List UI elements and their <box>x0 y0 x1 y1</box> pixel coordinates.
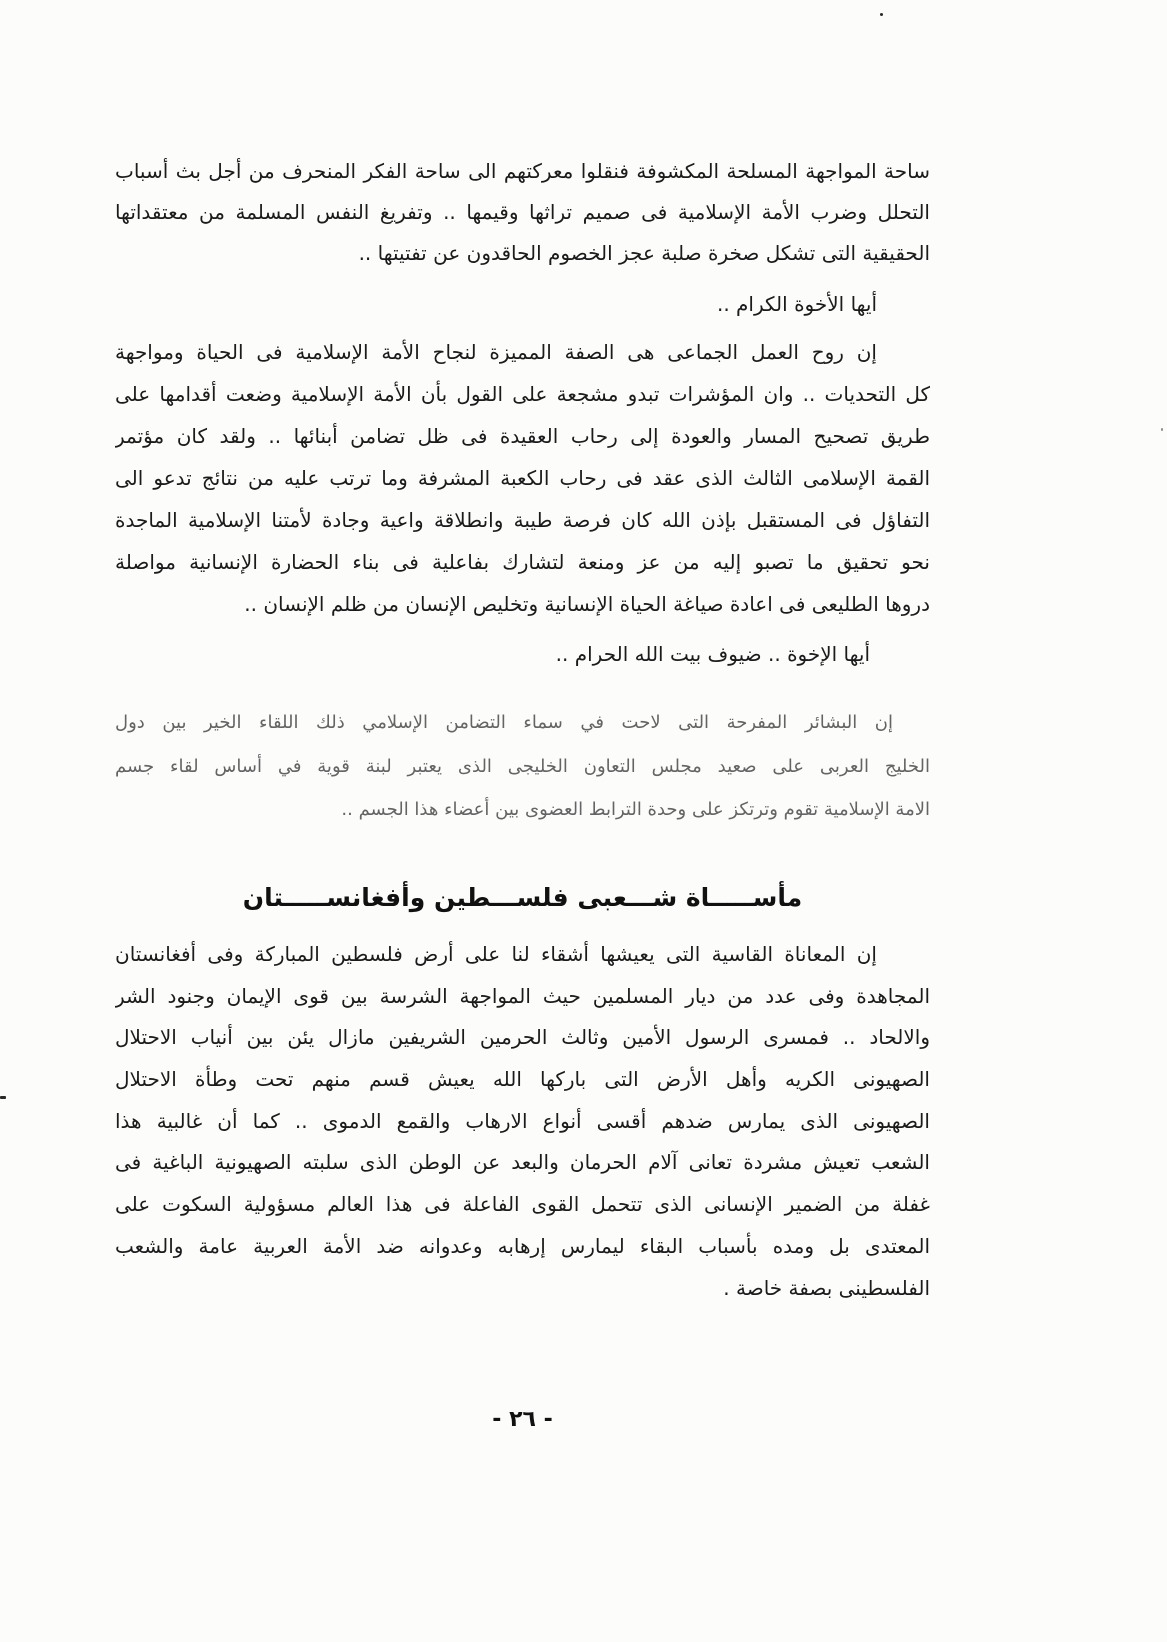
text-line: الصهيونى الذى يمارس ضدهم أقسى أنواع الارهاب والقمع الدموى .. كما أن غالبية هذا <box>115 1108 930 1133</box>
text-line: الحقيقية التى تشكل صخرة صلبة عجز الخصوم الحاقدون عن تفتيتها .. <box>358 241 930 265</box>
text-line: الصهيونى الكريه وأهل الأرض التى باركها الله يعيش قسم منهم تحت وطأة الاحتلال <box>115 1067 930 1092</box>
paragraph <box>115 331 930 625</box>
paragraph <box>115 151 930 274</box>
scan-speck <box>0 1096 6 1099</box>
text-line: الامة الإسلامية تقوم وترتكز على وحدة الترابط العضوى بين أعضاء هذا الجسم .. <box>341 799 930 820</box>
text-line: إن المعاناة القاسية التى يعيشها أشقاء لنا على أرض فلسطين المباركة وفى أفغانستان <box>115 942 877 966</box>
text-line: كل التحديات .. وان المؤشرات تبدو مشجعة على القول بأن الأمة الإسلامية وضعت أقدامها على <box>115 382 930 406</box>
text-line: دروها الطليعى فى اعادة صياغة الحياة الإنسانية وتخليص الإنسان من ظلم الإنسان .. <box>244 592 930 616</box>
scan-speck <box>1161 428 1163 431</box>
text-line: القمة الإسلامى الثالث الذى عقد فى رحاب الكعبة المشرفة وما ترتب عليه من نتائج تدعو الى <box>115 466 930 490</box>
text-line: نحو تحقيق ما تصبو إليه من عز ومنعة لتشارك بفاعلية فى بناء الحضارة الإنسانية مواصلة <box>115 550 930 574</box>
text-line: الفلسطينى بصفة خاصة . <box>723 1275 930 1300</box>
text-line: المعتدى بل ومده بأسباب البقاء ليمارس إرهابه وعدوانه ضد الأمة العربية عامة والشعب <box>115 1233 930 1258</box>
salutation-text: أيها الأخوة الكرام .. <box>716 292 877 316</box>
text-line: إن البشائر المفرحة التى لاحت في سماء التضامن الإسلامي ذلك اللقاء الخير بين دول <box>115 712 893 733</box>
paragraph <box>115 934 930 1309</box>
text-line: طريق تصحيح المسار والعودة إلى رحاب العقيدة فى ظل تضامن أبنائها .. ولقد كان مؤتمر <box>115 424 930 448</box>
scan-speck <box>880 13 883 16</box>
salutation <box>115 283 930 325</box>
text-line: الخليج العربى على صعيد مجلس التعاون الخليجى الذى يعتبر لبنة قوية في أساس لقاء جسم <box>115 755 930 777</box>
salutation-text: أيها الإخوة .. ضيوف بيت الله الحرام .. <box>555 642 870 666</box>
text-line: إن روح العمل الجماعى هى الصفة المميزة لنجاح الأمة الإسلامية فى الحياة ومواجهة <box>115 340 877 364</box>
text-line: ساحة المواجهة المسلحة المكشوفة فنقلوا معركتهم الى ساحة الفكر المنحرف من أجل بث أسباب <box>115 159 930 183</box>
section-heading: مأســـــاة شـــعبى فلســـطين وأفغانســـــتان <box>242 883 803 912</box>
text-line: المجاهدة وفى عدد من ديار المسلمين حيث المواجهة الشرسة بين قوى الإيمان وجنود الشر <box>115 983 930 1008</box>
text-line: غفلة من الضمير الإنسانى الذى تتحمل القوى الفاعلة فى هذا العالم مسؤولية السكوت على <box>115 1192 930 1217</box>
quote-paragraph <box>115 701 930 832</box>
text-line: التفاؤل فى المستقبل بإذن الله كان فرصة طيبة وانطلاقة واعية وجادة لأمتنا الإسلامية الماجدة <box>115 508 930 532</box>
text-line: التحلل وضرب الأمة الإسلامية فى صميم تراثها وقيمها .. وتفريغ النفس المسلمة من معتقداتها <box>115 200 930 224</box>
text-line: والالحاد .. فمسرى الرسول الأمين وثالث الحرمين الشريفين مازال يئن بين أنياب الاحتلال <box>115 1025 930 1050</box>
page-number: - ٢٦ - <box>492 1407 553 1432</box>
salutation <box>115 633 930 675</box>
text-line: الشعب تعيش مشردة تعانى آلام الحرمان والبعد عن الوطن الذى سلبته الصهيونية الباغية فى <box>115 1150 930 1175</box>
